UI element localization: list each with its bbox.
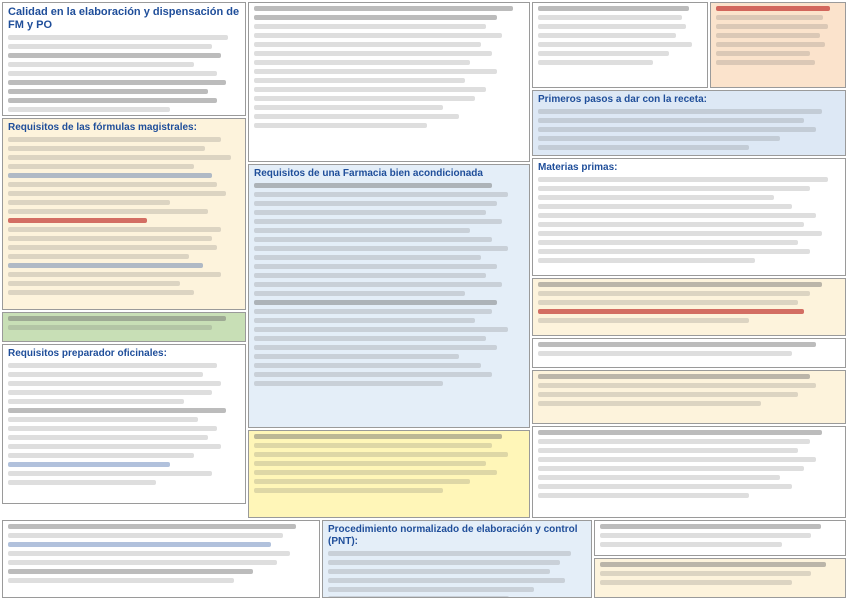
box-pa-requirements [532,426,846,518]
box-who-elaborates [532,2,708,88]
box-packaging-sheet [532,338,846,368]
box-pnt [322,520,592,598]
premises-title: Requisitos de una Farmacia bien acondicionada [254,168,483,179]
box-fm-requirements [2,118,246,310]
box-pharmacy-list [248,2,530,162]
box-quality-intro [2,2,246,116]
pnt-title: Procedimiento normalizado de elaboración y control (PNT): [328,524,578,547]
box-raw-materials [532,158,846,276]
box-quality-control [2,520,320,598]
box-prohibited [710,2,846,88]
box-first-steps [532,90,846,156]
box-specifications [532,370,846,424]
raw-materials-title: Materias primas: [538,162,618,173]
box-po-requirements [2,344,246,504]
box-premises [248,164,530,428]
box-documents [594,558,846,598]
box-qc-sheet [594,520,846,556]
fm-requirements-title: Requisitos de las fórmulas magistrales: [8,122,197,133]
board-title: Calidad en la elaboración y dispensación de FM y PO [8,6,240,32]
box-high-risk [248,430,530,518]
po-requirements-title: Requisitos preparador oficinales: [8,348,167,359]
box-homeopathic-note [2,312,246,342]
box-registry-sheet [532,278,846,336]
first-steps-title: Primeros pasos a dar con la receta: [538,94,707,105]
